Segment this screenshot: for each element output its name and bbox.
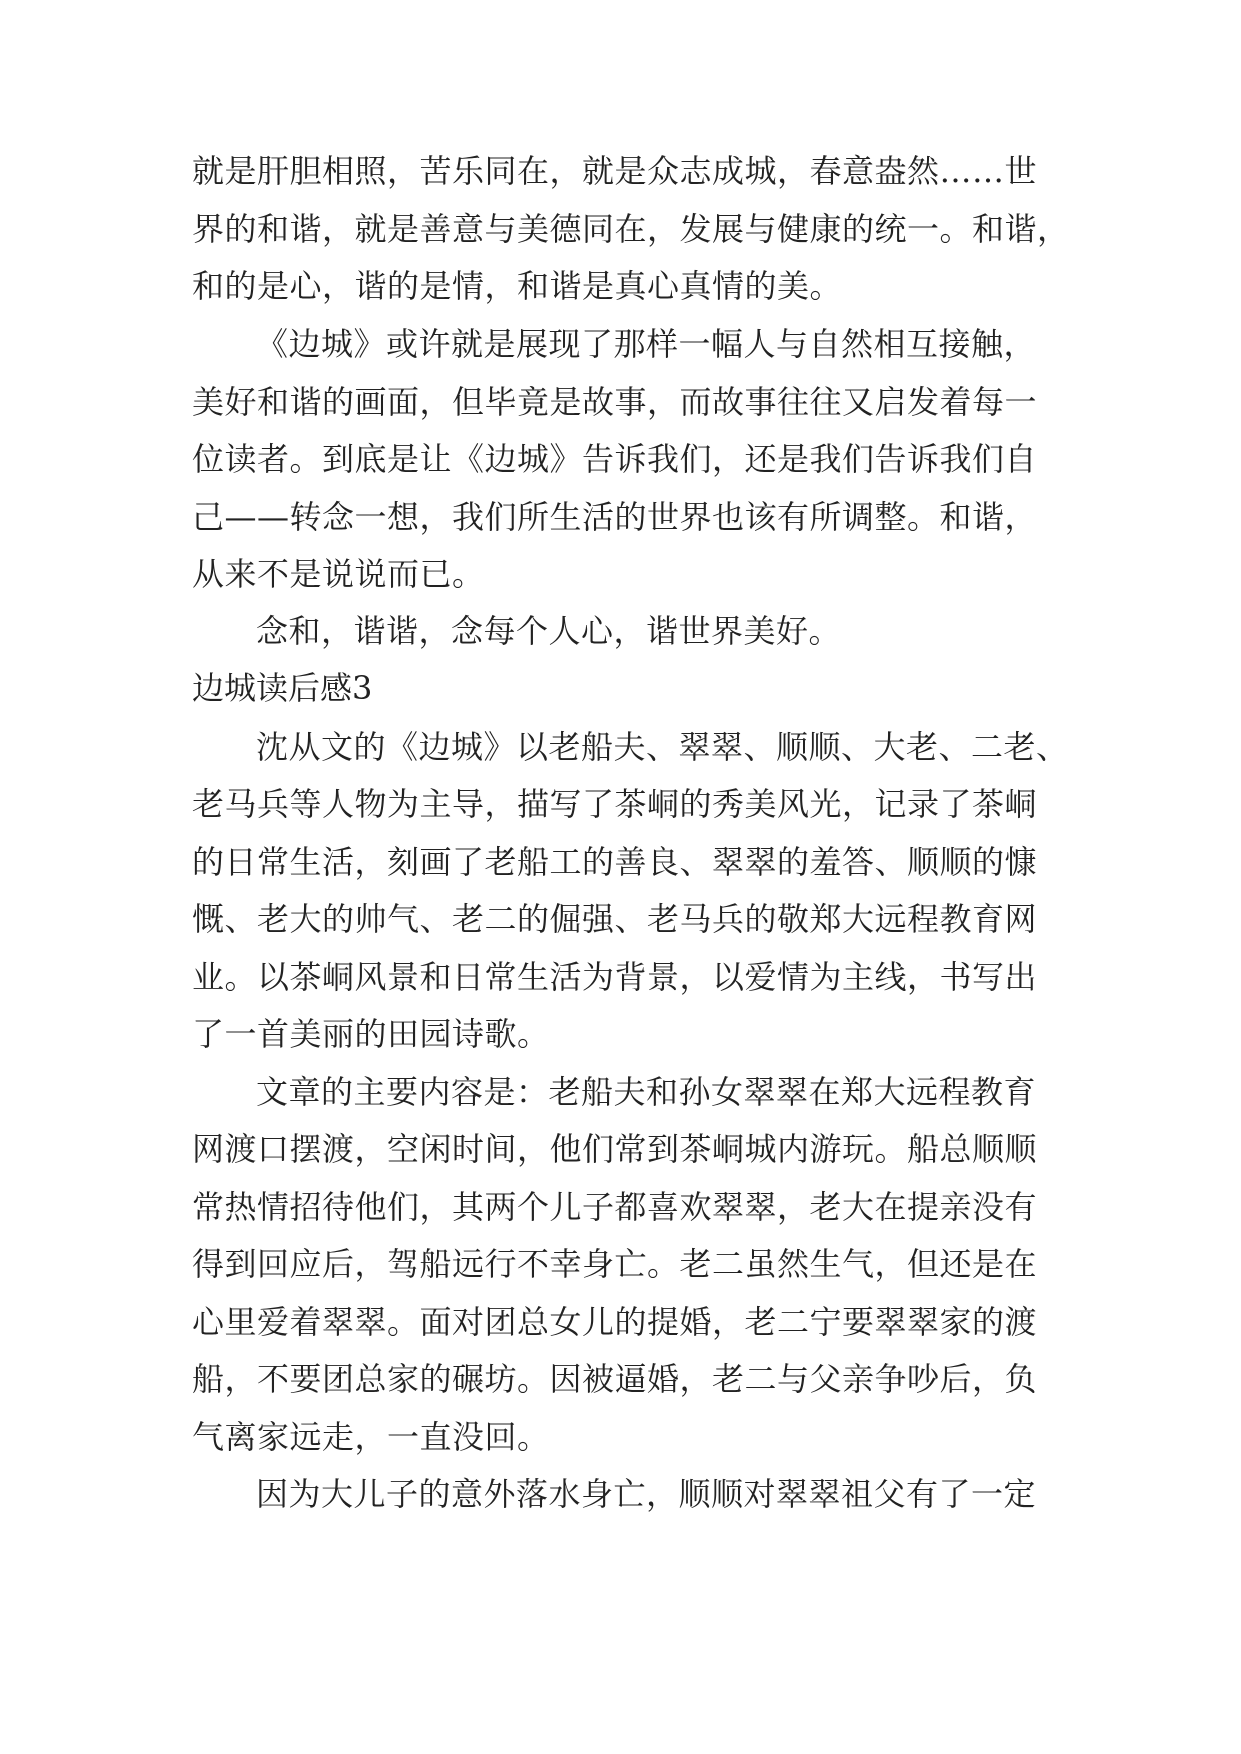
section-heading: 边城读后感3 [192, 669, 373, 707]
text-line: 慨、老大的帅气、老二的倔强、老马兵的敬郑大远程教育网 [192, 900, 1038, 938]
text-line: 气离家远走，一直没回。 [192, 1418, 550, 1456]
text-line: 心里爱着翠翠。面对团总女儿的提婚，老二宁要翠翠家的渡 [192, 1303, 1038, 1341]
text-line: 了一首美丽的田园诗歌。 [192, 1015, 550, 1053]
paragraph-first-line: 《边城》或许就是展现了那样一幅人与自然相互接触， [256, 325, 1037, 363]
text-line: 的日常生活，刻画了老船工的善良、翠翠的羞答、顺顺的慷 [192, 843, 1038, 881]
paragraph-first-line: 沈从文的《边城》以老船夫、翠翠、顺顺、大老、二老、 [256, 728, 1069, 766]
paragraph-first-line: 念和，谐谐，念每个人心，谐世界美好。 [256, 612, 842, 650]
text-line: 网渡口摆渡，空闲时间，他们常到茶峒城内游玩。船总顺顺 [192, 1130, 1038, 1168]
text-line: 己——转念一想，我们所生活的世界也该有所调整。和谐， [192, 498, 1038, 536]
text-line: 得到回应后，驾船远行不幸身亡。老二虽然生气，但还是在 [192, 1245, 1038, 1283]
text-line: 老马兵等人物为主导，描写了茶峒的秀美风光，记录了茶峒 [192, 785, 1038, 823]
text-line: 位读者。到底是让《边城》告诉我们，还是我们告诉我们自 [192, 440, 1038, 478]
text-line: 就是肝胆相照，苦乐同在，就是众志成城，春意盎然……世 [192, 152, 1038, 190]
text-line: 和的是心，谐的是情，和谐是真心真情的美。 [192, 267, 843, 305]
paragraph-first-line: 文章的主要内容是：老船夫和孙女翠翠在郑大远程教育 [256, 1073, 1037, 1111]
paragraph-first-line: 因为大儿子的意外落水身亡，顺顺对翠翠祖父有了一定 [256, 1475, 1037, 1513]
text-line: 美好和谐的画面，但毕竟是故事，而故事往往又启发着每一 [192, 383, 1038, 421]
text-line: 从来不是说说而已。 [192, 555, 485, 593]
text-line: 船，不要团总家的碾坊。因被逼婚，老二与父亲争吵后，负 [192, 1360, 1038, 1398]
text-line: 业。以茶峒风景和日常生活为背景，以爱情为主线，书写出 [192, 958, 1038, 996]
text-line: 界的和谐，就是善意与美德同在，发展与健康的统一。和谐， [192, 210, 1070, 248]
text-line: 常热情招待他们，其两个儿子都喜欢翠翠，老大在提亲没有 [192, 1188, 1038, 1226]
